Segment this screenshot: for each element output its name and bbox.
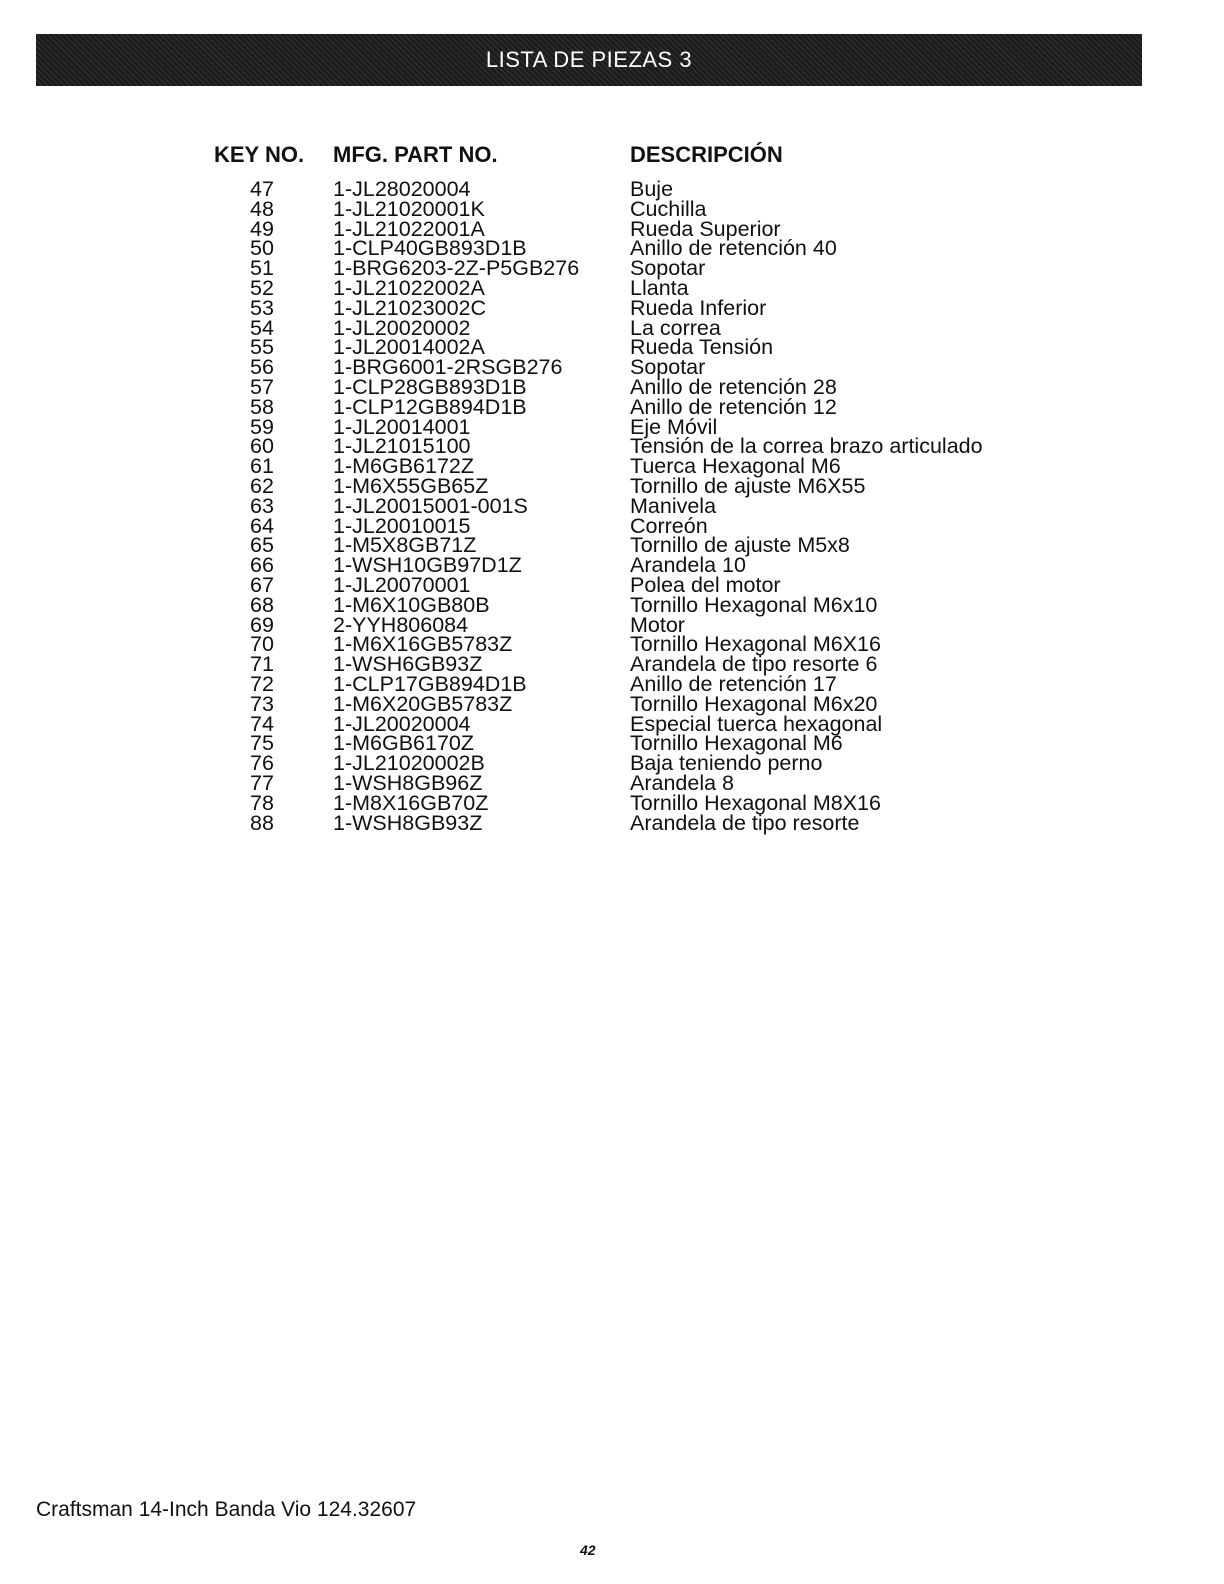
- key-number-cell: 55: [250, 335, 274, 360]
- key-number-cell: 60: [250, 434, 274, 459]
- table-row: [0, 256, 1224, 281]
- key-number-cell: 66: [250, 553, 274, 578]
- description-cell: Correón: [630, 513, 708, 538]
- table-row: [0, 315, 1224, 340]
- column-header-part-no: MFG. PART NO.: [333, 142, 498, 167]
- table-row: [0, 652, 1224, 677]
- part-number-cell: 1-M6X20GB5783Z: [333, 691, 513, 716]
- section-header-bar: [36, 34, 1142, 86]
- description-cell: Buje: [630, 177, 674, 201]
- description-cell: Sopotar: [630, 355, 706, 380]
- description-cell: Motor: [630, 612, 685, 637]
- part-number-cell: 2-YYH806084: [333, 612, 469, 637]
- table-row: [0, 196, 1224, 221]
- table-row: [0, 711, 1224, 736]
- description-cell: Tuerca Hexagonal M6: [630, 454, 841, 479]
- parts-list: [0, 177, 1224, 835]
- description-cell: Cuchilla: [630, 196, 707, 221]
- key-number-cell: 72: [250, 671, 274, 696]
- key-number-cell: 73: [250, 691, 274, 716]
- table-row: [0, 513, 1224, 538]
- description-cell: Arandela de tipo resorte: [630, 810, 860, 835]
- table-row: [0, 632, 1224, 657]
- part-number-cell: 1-WSH8GB93Z: [333, 810, 483, 835]
- page-title: LISTA DE PIEZAS 3: [485, 47, 693, 72]
- key-number-cell: 57: [250, 374, 274, 399]
- table-row: [0, 414, 1224, 439]
- description-cell: Tornillo de ajuste M6X55: [630, 473, 866, 498]
- description-cell: Baja teniendo perno: [630, 751, 823, 776]
- key-number-cell: 48: [250, 196, 274, 221]
- column-header-description: DESCRIPCIÓN: [630, 142, 783, 167]
- description-cell: Arandela de tipo resorte 6: [630, 652, 878, 677]
- table-row: [0, 454, 1224, 479]
- part-number-cell: 1-CLP28GB893D1B: [333, 374, 527, 399]
- part-number-cell: 1-M6X16GB5783Z: [333, 632, 513, 657]
- key-number-cell: 51: [250, 256, 274, 281]
- key-number-cell: 64: [250, 513, 274, 538]
- description-cell: Polea del motor: [630, 572, 781, 597]
- table-row: [0, 533, 1224, 558]
- part-number-cell: 1-JL20020004: [333, 711, 471, 736]
- table-row: [0, 374, 1224, 399]
- description-cell: Arandela 8: [630, 770, 734, 795]
- key-number-cell: 54: [250, 315, 274, 340]
- description-cell: Tornillo Hexagonal M6x20: [630, 691, 878, 716]
- part-number-cell: 1-CLP17GB894D1B: [333, 671, 527, 696]
- table-row: [0, 572, 1224, 597]
- table-row: [0, 553, 1224, 578]
- key-number-cell: 74: [250, 711, 274, 736]
- description-cell: Tornillo Hexagonal M6: [630, 731, 843, 756]
- part-number-cell: 1-JL21022001A: [333, 216, 485, 241]
- part-number-cell: 1-CLP12GB894D1B: [333, 394, 527, 419]
- part-number-cell: 1-JL20020002: [333, 315, 471, 340]
- description-cell: Tensión de la correa brazo articulado: [630, 434, 983, 459]
- key-number-cell: 62: [250, 473, 274, 498]
- part-number-cell: 1-WSH6GB93Z: [333, 652, 483, 677]
- description-cell: Anillo de retención 12: [630, 394, 837, 419]
- description-cell: Tornillo Hexagonal M8X16: [630, 790, 881, 815]
- description-cell: Anillo de retención 40: [630, 236, 837, 261]
- column-header-key-no: KEY NO.: [214, 142, 305, 167]
- part-number-cell: 1-JL20070001: [333, 572, 471, 597]
- table-row: [0, 592, 1224, 617]
- description-cell: Tornillo de ajuste M5x8: [630, 533, 850, 558]
- description-cell: Anillo de retención 17: [630, 671, 837, 696]
- table-row: [0, 275, 1224, 300]
- key-number-cell: 69: [250, 612, 274, 637]
- table-row: [0, 216, 1224, 241]
- key-number-cell: 47: [250, 177, 274, 201]
- table-row: [0, 236, 1224, 261]
- part-number-cell: 1-M6X10GB80B: [333, 592, 490, 617]
- description-cell: Eje Móvil: [630, 414, 718, 439]
- description-cell: Especial tuerca hexagonal: [630, 711, 883, 736]
- part-number-cell: 1-JL21023002C: [333, 295, 487, 320]
- page-number: 42: [580, 1542, 596, 1558]
- part-number-cell: 1-JL28020004: [333, 177, 471, 201]
- table-row: [0, 731, 1224, 756]
- table-row: [0, 355, 1224, 380]
- key-number-cell: 67: [250, 572, 274, 597]
- table-row: [0, 671, 1224, 696]
- table-row: [0, 790, 1224, 815]
- key-number-cell: 76: [250, 751, 274, 776]
- part-number-cell: 1-JL21015100: [333, 434, 471, 459]
- description-cell: Arandela 10: [630, 553, 746, 578]
- part-number-cell: 1-M8X16GB70Z: [333, 790, 489, 815]
- key-number-cell: 59: [250, 414, 274, 439]
- table-row: [0, 770, 1224, 795]
- description-cell: Manivela: [630, 493, 717, 518]
- key-number-cell: 75: [250, 731, 274, 756]
- key-number-cell: 50: [250, 236, 274, 261]
- part-number-cell: 1-JL21020001K: [333, 196, 485, 221]
- description-cell: Rueda Superior: [630, 216, 781, 241]
- description-cell: La correa: [630, 315, 721, 340]
- table-row: [0, 394, 1224, 419]
- key-number-cell: 58: [250, 394, 274, 419]
- table-row: [0, 473, 1224, 498]
- table-row: [0, 751, 1224, 776]
- key-number-cell: 49: [250, 216, 274, 241]
- key-number-cell: 68: [250, 592, 274, 617]
- table-row: [0, 493, 1224, 518]
- table-row: [0, 434, 1224, 459]
- part-number-cell: 1-BRG6203-2Z-P5GB276: [333, 256, 580, 281]
- key-number-cell: 71: [250, 652, 274, 677]
- description-cell: Sopotar: [630, 256, 706, 281]
- key-number-cell: 70: [250, 632, 274, 657]
- part-number-cell: 1-JL21020002B: [333, 751, 485, 776]
- part-number-cell: 1-M5X8GB71Z: [333, 533, 477, 558]
- part-number-cell: 1-WSH10GB97D1Z: [333, 553, 522, 578]
- table-row: [0, 612, 1224, 637]
- description-cell: Tornillo Hexagonal M6X16: [630, 632, 881, 657]
- key-number-cell: 56: [250, 355, 274, 380]
- part-number-cell: 1-JL20010015: [333, 513, 471, 538]
- key-number-cell: 88: [250, 810, 274, 835]
- table-row: [0, 177, 1224, 201]
- part-number-cell: 1-WSH8GB96Z: [333, 770, 483, 795]
- description-cell: Rueda Tensión: [630, 335, 774, 360]
- part-number-cell: 1-M6GB6170Z: [333, 731, 475, 756]
- part-number-cell: 1-JL21022002A: [333, 275, 485, 300]
- key-number-cell: 61: [250, 454, 274, 479]
- part-number-cell: 1-JL20015001-001S: [333, 493, 528, 518]
- description-cell: Rueda Inferior: [630, 295, 767, 320]
- key-number-cell: 77: [250, 770, 274, 795]
- part-number-cell: 1-M6X55GB65Z: [333, 473, 489, 498]
- description-cell: Tornillo Hexagonal M6x10: [630, 592, 878, 617]
- key-number-cell: 65: [250, 533, 274, 558]
- column-headers: [0, 142, 1224, 172]
- description-cell: Llanta: [630, 275, 689, 300]
- table-row: [0, 335, 1224, 360]
- part-number-cell: 1-M6GB6172Z: [333, 454, 475, 479]
- key-number-cell: 63: [250, 493, 274, 518]
- key-number-cell: 78: [250, 790, 274, 815]
- table-row: [0, 810, 1224, 835]
- description-cell: Anillo de retención 28: [630, 374, 837, 399]
- part-number-cell: 1-JL20014002A: [333, 335, 485, 360]
- key-number-cell: 53: [250, 295, 274, 320]
- table-row: [0, 691, 1224, 716]
- table-row: [0, 295, 1224, 320]
- footer-model-name: Craftsman 14-Inch Banda Vio 124.32607: [36, 1498, 417, 1521]
- part-number-cell: 1-CLP40GB893D1B: [333, 236, 527, 261]
- part-number-cell: 1-JL20014001: [333, 414, 471, 439]
- part-number-cell: 1-BRG6001-2RSGB276: [333, 355, 563, 380]
- key-number-cell: 52: [250, 275, 274, 300]
